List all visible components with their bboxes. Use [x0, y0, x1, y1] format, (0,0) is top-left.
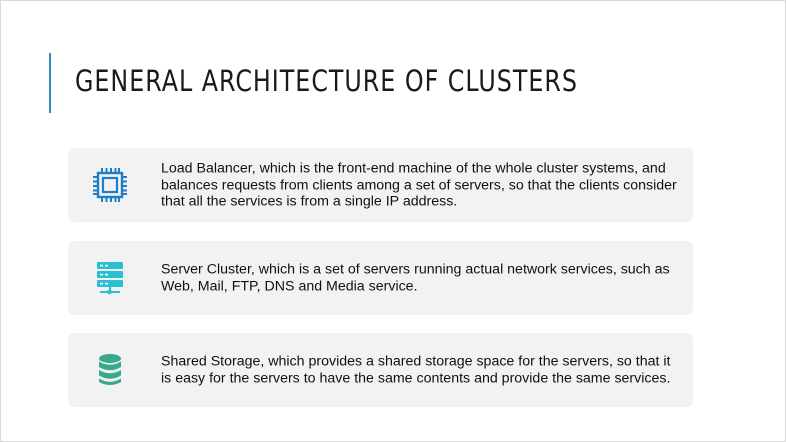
server-icon — [92, 260, 128, 296]
list-item-text: Load Balancer, which is the front-end machine of the whole cluster systems, and balances requests from clients among a set of servers, so that the clients consider that all the services is from a single IP address. — [161, 160, 677, 210]
list-item-shared-storage — [68, 333, 693, 407]
list-item-text: Shared Storage, which provides a shared storage space for the servers, so that it is easy for the servers to have the same contents and provide the same services. — [161, 353, 671, 386]
slide-title: GENERAL ARCHITECTURE OF CLUSTERS — [75, 64, 578, 98]
database-icon — [92, 352, 128, 388]
list-item-server-cluster — [68, 241, 693, 315]
list-item-load-balancer — [68, 148, 693, 222]
title-accent-bar — [49, 53, 51, 113]
processor-chip-icon — [92, 167, 128, 203]
list-item-text: Server Cluster, which is a set of servers running actual network services, such as Web, Mail, FTP, DNS and Media service. — [161, 261, 670, 294]
